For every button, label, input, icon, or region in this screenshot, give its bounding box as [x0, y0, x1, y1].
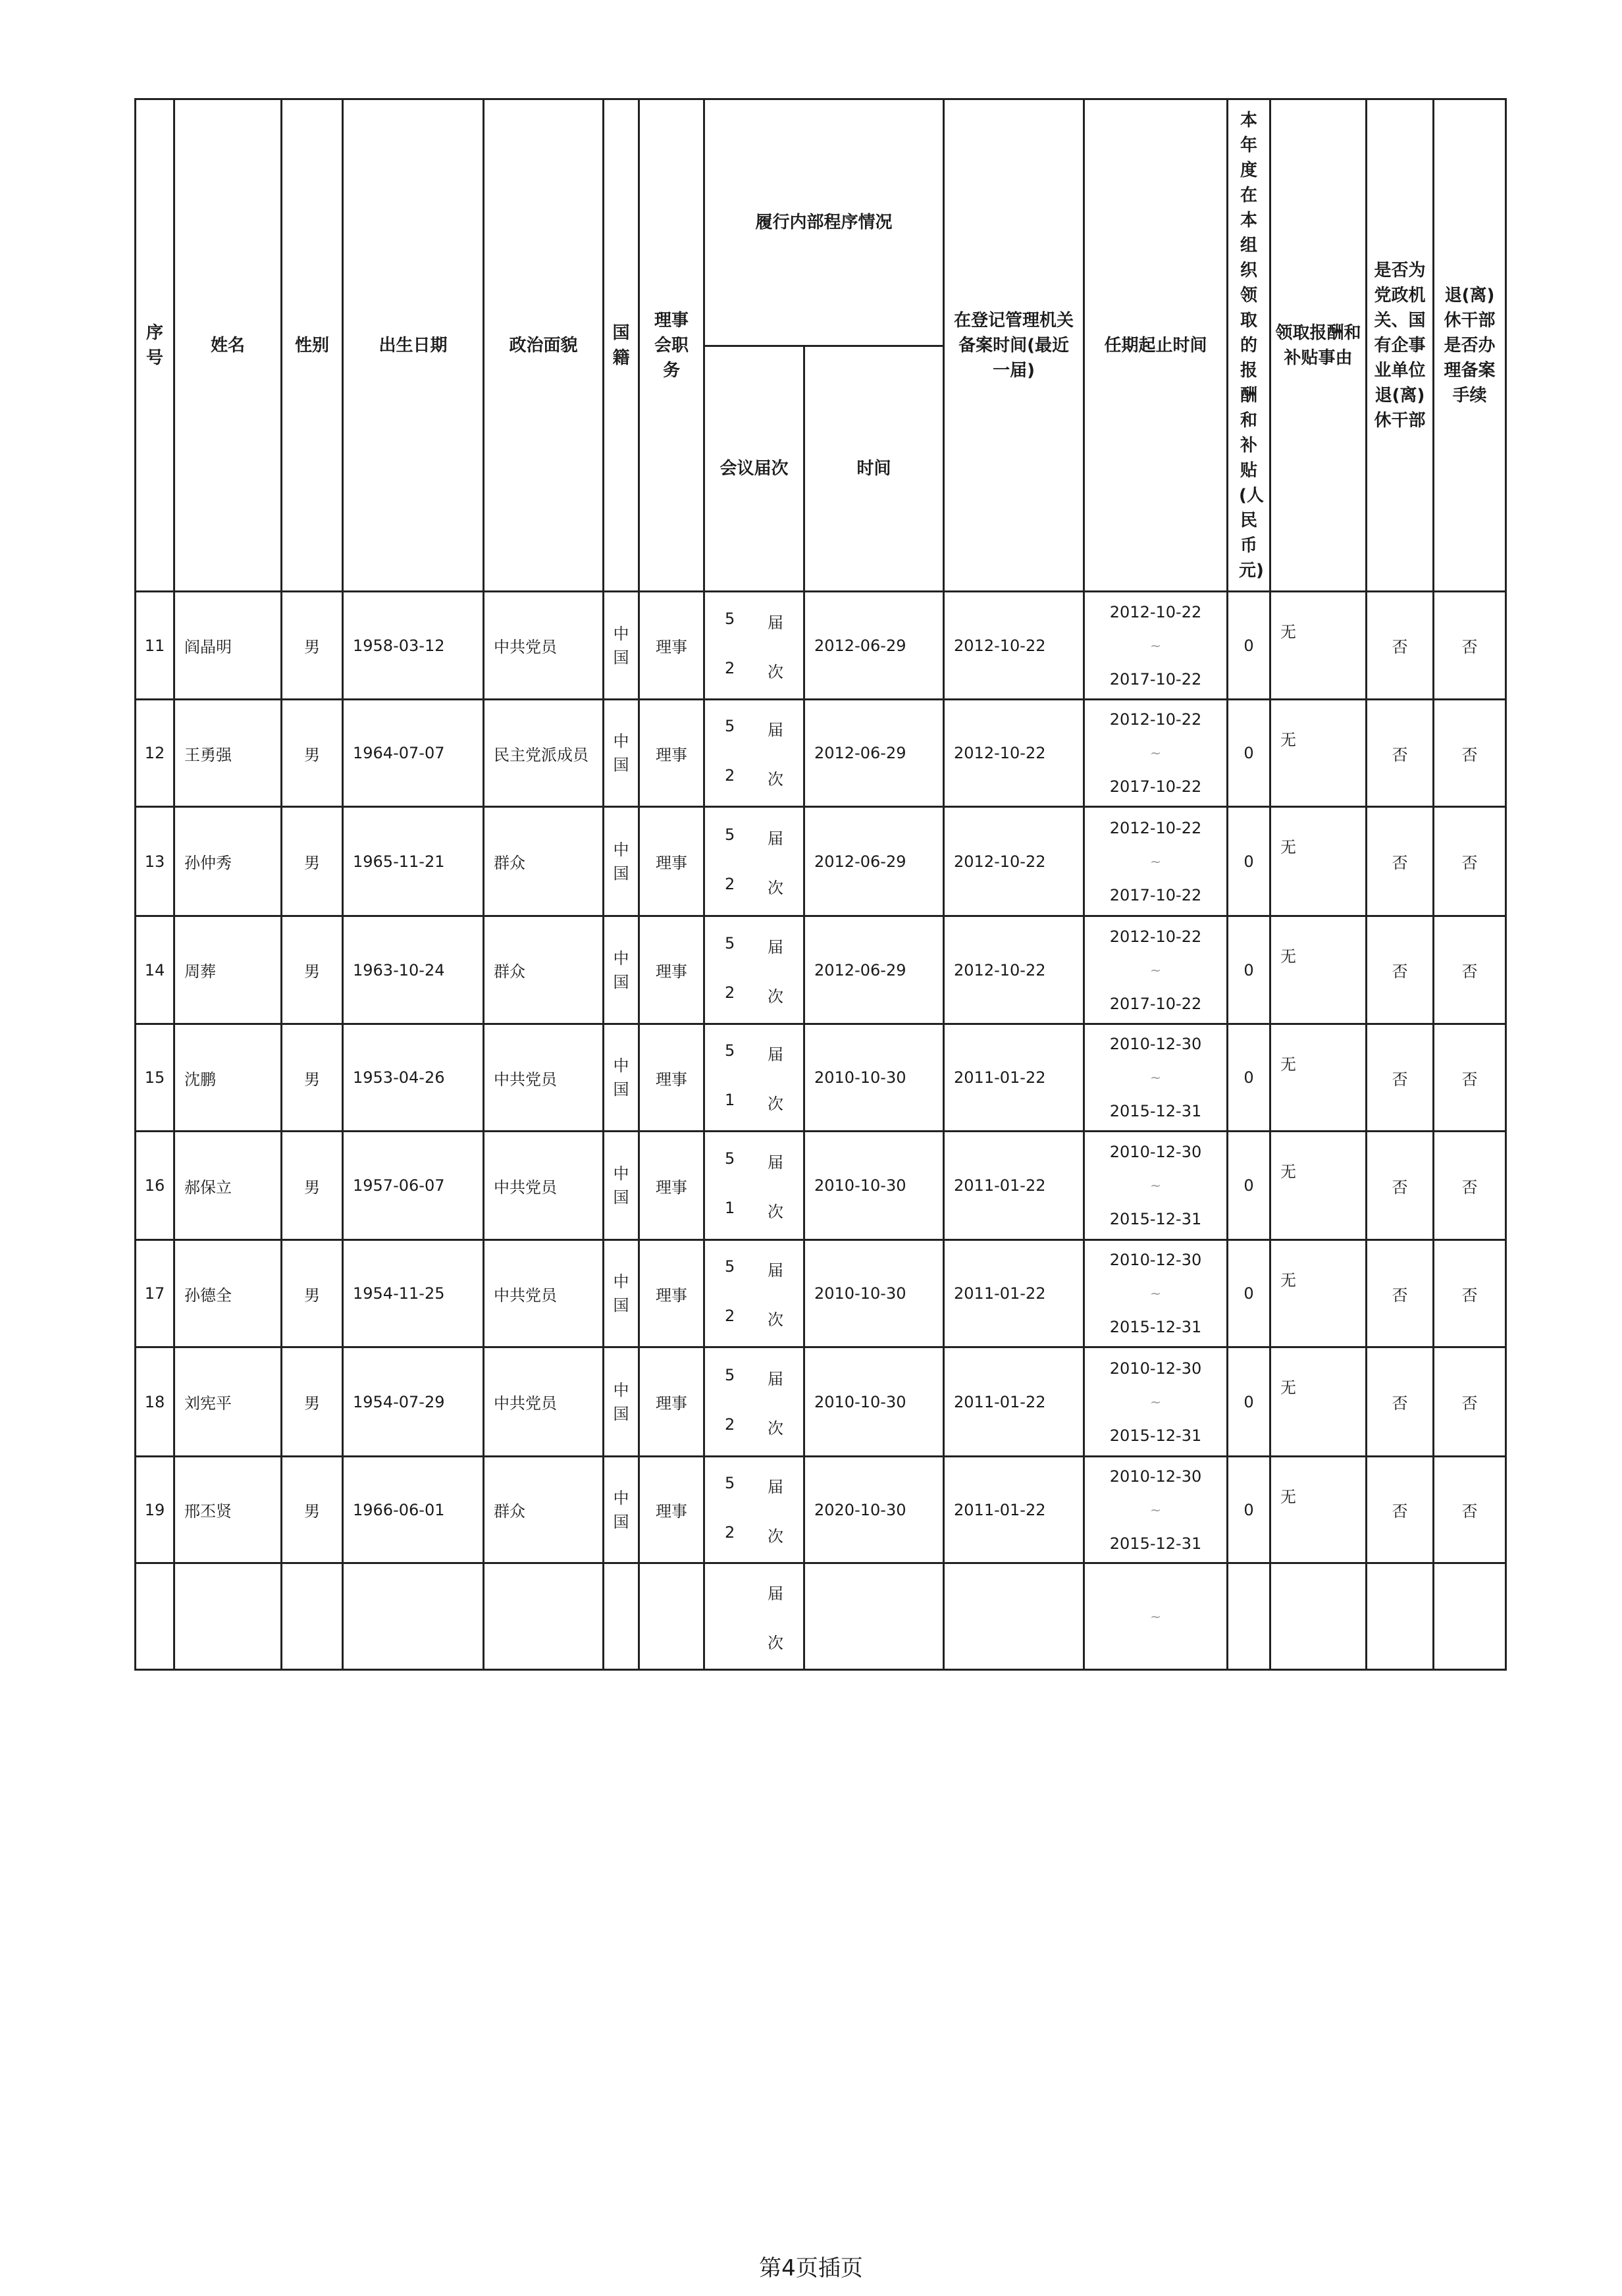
cell-term: [1084, 1347, 1228, 1457]
cell-meeting-time: 2010-10-30: [804, 1132, 944, 1240]
cell-position: 理事: [639, 700, 704, 807]
cell-birth: 1966-06-01: [343, 1457, 484, 1563]
term-separator: ~: [1150, 1394, 1161, 1410]
table-row: [136, 1457, 1506, 1563]
header-filing: 在登记管理机关备案时间(最近一届): [944, 99, 1084, 592]
cell-meeting-time: 2012-06-29: [804, 592, 944, 700]
term-separator: ~: [1150, 1070, 1161, 1085]
cell-name: 孙德全: [174, 1240, 282, 1347]
count-unit: 次: [768, 1419, 783, 1438]
count-unit: 次: [768, 1526, 783, 1546]
cell-seq: 15: [136, 1024, 174, 1132]
session-unit: 届: [768, 937, 783, 956]
cell-retired: 否: [1367, 1457, 1434, 1563]
count-unit: 次: [768, 987, 783, 1006]
session-number: 5: [725, 1365, 735, 1384]
cell-political: 中共党员: [484, 592, 604, 700]
cell-term: [1084, 1563, 1228, 1670]
cell-seq: 17: [136, 1240, 174, 1347]
cell-reason: 无: [1270, 1240, 1367, 1347]
cell-name: 周葬: [174, 916, 282, 1024]
cell-meeting-session: [704, 1132, 804, 1240]
count-unit: 次: [768, 1633, 783, 1652]
term-separator: ~: [1150, 1178, 1161, 1193]
cell-meeting-session: [704, 592, 804, 700]
term-start: 2010-12-30: [1109, 1035, 1202, 1053]
cell-seq: 12: [136, 700, 174, 807]
session-number: 5: [725, 1041, 735, 1060]
cell-political: 中共党员: [484, 1347, 604, 1457]
table-row: [136, 807, 1506, 916]
header-row: [136, 99, 1506, 346]
cell-retired: 否: [1367, 1347, 1434, 1457]
cell-filing: 2011-01-22: [944, 1024, 1084, 1132]
cell-reason: 无: [1270, 1347, 1367, 1457]
cell-gender: 男: [282, 592, 343, 700]
session-number: 5: [725, 933, 735, 952]
empty-cell: [484, 1563, 604, 1670]
empty-cell: [174, 1563, 282, 1670]
empty-cell: [639, 1563, 704, 1670]
cell-birth: 1954-07-29: [343, 1347, 484, 1457]
header-position: 理事会职务: [639, 99, 704, 592]
cell-political: 中共党员: [484, 1132, 604, 1240]
cell-name: 刘宪平: [174, 1347, 282, 1457]
cell-birth: 1957-06-07: [343, 1132, 484, 1240]
count-unit: 次: [768, 770, 783, 789]
term-start: 2012-10-22: [1109, 927, 1202, 946]
cell-reason: 无: [1270, 916, 1367, 1024]
cell-gender: 男: [282, 1457, 343, 1563]
cell-gender: 男: [282, 1132, 343, 1240]
empty-cell: [1228, 1563, 1270, 1670]
session-unit: 届: [768, 1045, 783, 1064]
cell-filed: 否: [1434, 807, 1506, 916]
empty-cell: [1367, 1563, 1434, 1670]
session-count: 2: [725, 874, 735, 893]
term-separator: ~: [1150, 1286, 1161, 1301]
cell-pay: 0: [1228, 1347, 1270, 1457]
count-unit: 次: [768, 1311, 783, 1329]
cell-filed: 否: [1434, 1240, 1506, 1347]
cell-filing: 2012-10-22: [944, 700, 1084, 807]
cell-filed: 否: [1434, 592, 1506, 700]
session-number: 5: [725, 825, 735, 844]
table-row: [136, 1240, 1506, 1347]
session-number: 5: [725, 609, 735, 628]
cell-meeting-session: [704, 1457, 804, 1563]
directors-table: [134, 98, 1507, 1671]
term-start: 2012-10-22: [1109, 602, 1202, 621]
term-start: 2010-12-30: [1109, 1251, 1202, 1269]
cell-meeting-session: [704, 807, 804, 916]
header-nationality: 国籍: [604, 99, 639, 592]
cell-nationality: 中国: [604, 1347, 639, 1457]
empty-cell: [944, 1563, 1084, 1670]
table-row: [136, 1347, 1506, 1457]
count-unit: 次: [768, 1095, 783, 1113]
header-term: 任期起止时间: [1084, 99, 1228, 592]
empty-cell: [343, 1563, 484, 1670]
cell-meeting-session: [704, 700, 804, 807]
cell-pay: 0: [1228, 1240, 1270, 1347]
header-procedure: 履行内部程序情况: [704, 99, 944, 346]
cell-retired: 否: [1367, 1132, 1434, 1240]
cell-seq: 18: [136, 1347, 174, 1457]
count-unit: 次: [768, 878, 783, 897]
term-end: 2017-10-22: [1109, 885, 1202, 904]
empty-cell: [136, 1563, 174, 1670]
cell-meeting-time: 2010-10-30: [804, 1240, 944, 1347]
session-count: 1: [725, 1199, 735, 1217]
cell-term: [1084, 916, 1228, 1024]
empty-cell: [604, 1563, 639, 1670]
session-number: 5: [725, 1473, 735, 1492]
session-count: 2: [725, 1307, 735, 1325]
session-unit: 届: [768, 613, 783, 632]
cell-retired: 否: [1367, 1240, 1434, 1347]
page-footer: 第4页插页: [759, 2255, 863, 2282]
session-number: 5: [725, 1257, 735, 1276]
term-end: 2015-12-31: [1109, 1534, 1202, 1553]
cell-meeting-time: 2010-10-30: [804, 1347, 944, 1457]
cell-filed: 否: [1434, 1132, 1506, 1240]
cell-term: [1084, 700, 1228, 807]
cell-reason: 无: [1270, 592, 1367, 700]
term-separator: ~: [1150, 1501, 1161, 1518]
term-start: 2010-12-30: [1109, 1359, 1202, 1378]
cell-term: [1084, 1457, 1228, 1563]
cell-name: 王勇强: [174, 700, 282, 807]
header-filing-done: 退(离)休干部是否办理备案手续: [1434, 99, 1506, 592]
header-political: 政治面貌: [484, 99, 604, 592]
cell-birth: 1963-10-24: [343, 916, 484, 1024]
cell-reason: 无: [1270, 1024, 1367, 1132]
cell-meeting-session: [704, 1240, 804, 1347]
session-unit: 届: [768, 1369, 783, 1388]
session-count: 2: [725, 983, 735, 1002]
cell-nationality: 中国: [604, 1132, 639, 1240]
cell-filing: 2011-01-22: [944, 1347, 1084, 1457]
cell-term: [1084, 1240, 1228, 1347]
cell-birth: 1964-07-07: [343, 700, 484, 807]
session-count: 2: [725, 1523, 735, 1542]
cell-filed: 否: [1434, 1347, 1506, 1457]
session-unit: 届: [768, 1477, 783, 1496]
cell-filed: 否: [1434, 916, 1506, 1024]
table-row: [136, 700, 1506, 807]
empty-cell: [1434, 1563, 1506, 1670]
cell-filing: 2011-01-22: [944, 1132, 1084, 1240]
table-row: [136, 1024, 1506, 1132]
term-end: 2015-12-31: [1109, 1426, 1202, 1445]
cell-nationality: 中国: [604, 807, 639, 916]
cell-filing: 2011-01-22: [944, 1457, 1084, 1563]
session-unit: 届: [768, 721, 783, 739]
cell-meeting-time: 2010-10-30: [804, 1024, 944, 1132]
table-row: [136, 592, 1506, 700]
cell-meeting-session: [704, 1563, 804, 1670]
cell-political: 群众: [484, 916, 604, 1024]
header-seq: 序号: [136, 99, 174, 592]
cell-name: 郝保立: [174, 1132, 282, 1240]
cell-name: 孙仲秀: [174, 807, 282, 916]
cell-political: 群众: [484, 807, 604, 916]
cell-meeting-time: 2012-06-29: [804, 700, 944, 807]
term-separator: ~: [1150, 962, 1161, 978]
cell-gender: 男: [282, 1240, 343, 1347]
session-number: 5: [725, 717, 735, 735]
cell-reason: 无: [1270, 807, 1367, 916]
cell-gender: 男: [282, 700, 343, 807]
cell-nationality: 中国: [604, 700, 639, 807]
cell-position: 理事: [639, 1132, 704, 1240]
cell-political: 群众: [484, 1457, 604, 1563]
count-unit: 次: [768, 1203, 783, 1221]
cell-name: 邢丕贤: [174, 1457, 282, 1563]
cell-gender: 男: [282, 807, 343, 916]
header-meeting-time: 时间: [804, 346, 944, 592]
cell-seq: 16: [136, 1132, 174, 1240]
empty-cell: [804, 1563, 944, 1670]
cell-seq: 19: [136, 1457, 174, 1563]
cell-gender: 男: [282, 1024, 343, 1132]
cell-reason: 无: [1270, 1132, 1367, 1240]
cell-position: 理事: [639, 1024, 704, 1132]
cell-seq: 11: [136, 592, 174, 700]
cell-reason: 无: [1270, 1457, 1367, 1563]
term-separator: ~: [1150, 853, 1161, 870]
term-end: 2015-12-31: [1109, 1102, 1202, 1120]
term-end: 2017-10-22: [1109, 777, 1202, 796]
header-name: 姓名: [174, 99, 282, 592]
session-count: 1: [725, 1091, 735, 1109]
cell-meeting-time: 2012-06-29: [804, 807, 944, 916]
cell-birth: 1965-11-21: [343, 807, 484, 916]
cell-retired: 否: [1367, 1024, 1434, 1132]
header-pay: 本年度在本组织领取的报酬和补贴(人民币元): [1228, 99, 1270, 592]
cell-political: 中共党员: [484, 1240, 604, 1347]
cell-meeting-time: 2020-10-30: [804, 1457, 944, 1563]
cell-birth: 1954-11-25: [343, 1240, 484, 1347]
cell-gender: 男: [282, 916, 343, 1024]
cell-political: 中共党员: [484, 1024, 604, 1132]
cell-position: 理事: [639, 807, 704, 916]
cell-position: 理事: [639, 1457, 704, 1563]
session-unit: 届: [768, 1584, 783, 1603]
header-retired-cadre: 是否为党政机关、国有企事业单位退(离)休干部: [1367, 99, 1434, 592]
cell-pay: 0: [1228, 1132, 1270, 1240]
table-row: [136, 916, 1506, 1024]
cell-pay: 0: [1228, 807, 1270, 916]
cell-position: 理事: [639, 916, 704, 1024]
term-start: 2012-10-22: [1109, 818, 1202, 837]
table-row: [136, 1132, 1506, 1240]
term-start: 2012-10-22: [1109, 710, 1202, 729]
cell-filing: 2011-01-22: [944, 1240, 1084, 1347]
session-count: 2: [725, 1415, 735, 1434]
cell-reason: 无: [1270, 700, 1367, 807]
cell-retired: 否: [1367, 592, 1434, 700]
cell-seq: 14: [136, 916, 174, 1024]
header-birth: 出生日期: [343, 99, 484, 592]
cell-filed: 否: [1434, 1024, 1506, 1132]
empty-cell: [282, 1563, 343, 1670]
cell-pay: 0: [1228, 1024, 1270, 1132]
term-start: 2010-12-30: [1109, 1467, 1202, 1486]
cell-meeting-session: [704, 1024, 804, 1132]
term-separator: ~: [1150, 637, 1161, 654]
term-end: 2015-12-31: [1109, 1210, 1202, 1228]
term-end: 2017-10-22: [1109, 994, 1202, 1013]
cell-term: [1084, 592, 1228, 700]
cell-retired: 否: [1367, 700, 1434, 807]
term-separator: ~: [1150, 745, 1161, 761]
table-row-empty: [136, 1563, 1506, 1670]
header-gender: 性别: [282, 99, 343, 592]
cell-nationality: 中国: [604, 1240, 639, 1347]
cell-nationality: 中国: [604, 1457, 639, 1563]
cell-nationality: 中国: [604, 916, 639, 1024]
cell-meeting-session: [704, 1347, 804, 1457]
cell-position: 理事: [639, 1347, 704, 1457]
empty-cell: [1270, 1563, 1367, 1670]
cell-birth: 1958-03-12: [343, 592, 484, 700]
session-unit: 届: [768, 829, 783, 848]
header-meeting-session: 会议届次: [704, 346, 804, 592]
cell-filing: 2012-10-22: [944, 592, 1084, 700]
cell-term: [1084, 1132, 1228, 1240]
cell-pay: 0: [1228, 916, 1270, 1024]
term-separator: ~: [1150, 1608, 1161, 1625]
cell-retired: 否: [1367, 807, 1434, 916]
session-unit: 届: [768, 1261, 783, 1280]
session-count: 2: [725, 658, 735, 677]
cell-political: 民主党派成员: [484, 700, 604, 807]
cell-birth: 1953-04-26: [343, 1024, 484, 1132]
cell-nationality: 中国: [604, 1024, 639, 1132]
term-end: 2017-10-22: [1109, 669, 1202, 689]
cell-filing: 2012-10-22: [944, 916, 1084, 1024]
count-unit: 次: [768, 662, 783, 681]
cell-nationality: 中国: [604, 592, 639, 700]
session-unit: 届: [768, 1153, 783, 1172]
term-end: 2015-12-31: [1109, 1318, 1202, 1336]
cell-name: 阎晶明: [174, 592, 282, 700]
cell-seq: 13: [136, 807, 174, 916]
cell-pay: 0: [1228, 592, 1270, 700]
cell-term: [1084, 1024, 1228, 1132]
cell-position: 理事: [639, 592, 704, 700]
cell-meeting-time: 2012-06-29: [804, 916, 944, 1024]
cell-gender: 男: [282, 1347, 343, 1457]
session-number: 5: [725, 1149, 735, 1168]
cell-pay: 0: [1228, 700, 1270, 807]
cell-meeting-session: [704, 916, 804, 1024]
term-start: 2010-12-30: [1109, 1143, 1202, 1161]
session-count: 2: [725, 766, 735, 785]
cell-position: 理事: [639, 1240, 704, 1347]
header-reason: 领取报酬和补贴事由: [1270, 99, 1367, 592]
cell-filed: 否: [1434, 700, 1506, 807]
cell-filing: 2012-10-22: [944, 807, 1084, 916]
cell-term: [1084, 807, 1228, 916]
cell-pay: 0: [1228, 1457, 1270, 1563]
cell-retired: 否: [1367, 916, 1434, 1024]
cell-filed: 否: [1434, 1457, 1506, 1563]
cell-name: 沈鹏: [174, 1024, 282, 1132]
